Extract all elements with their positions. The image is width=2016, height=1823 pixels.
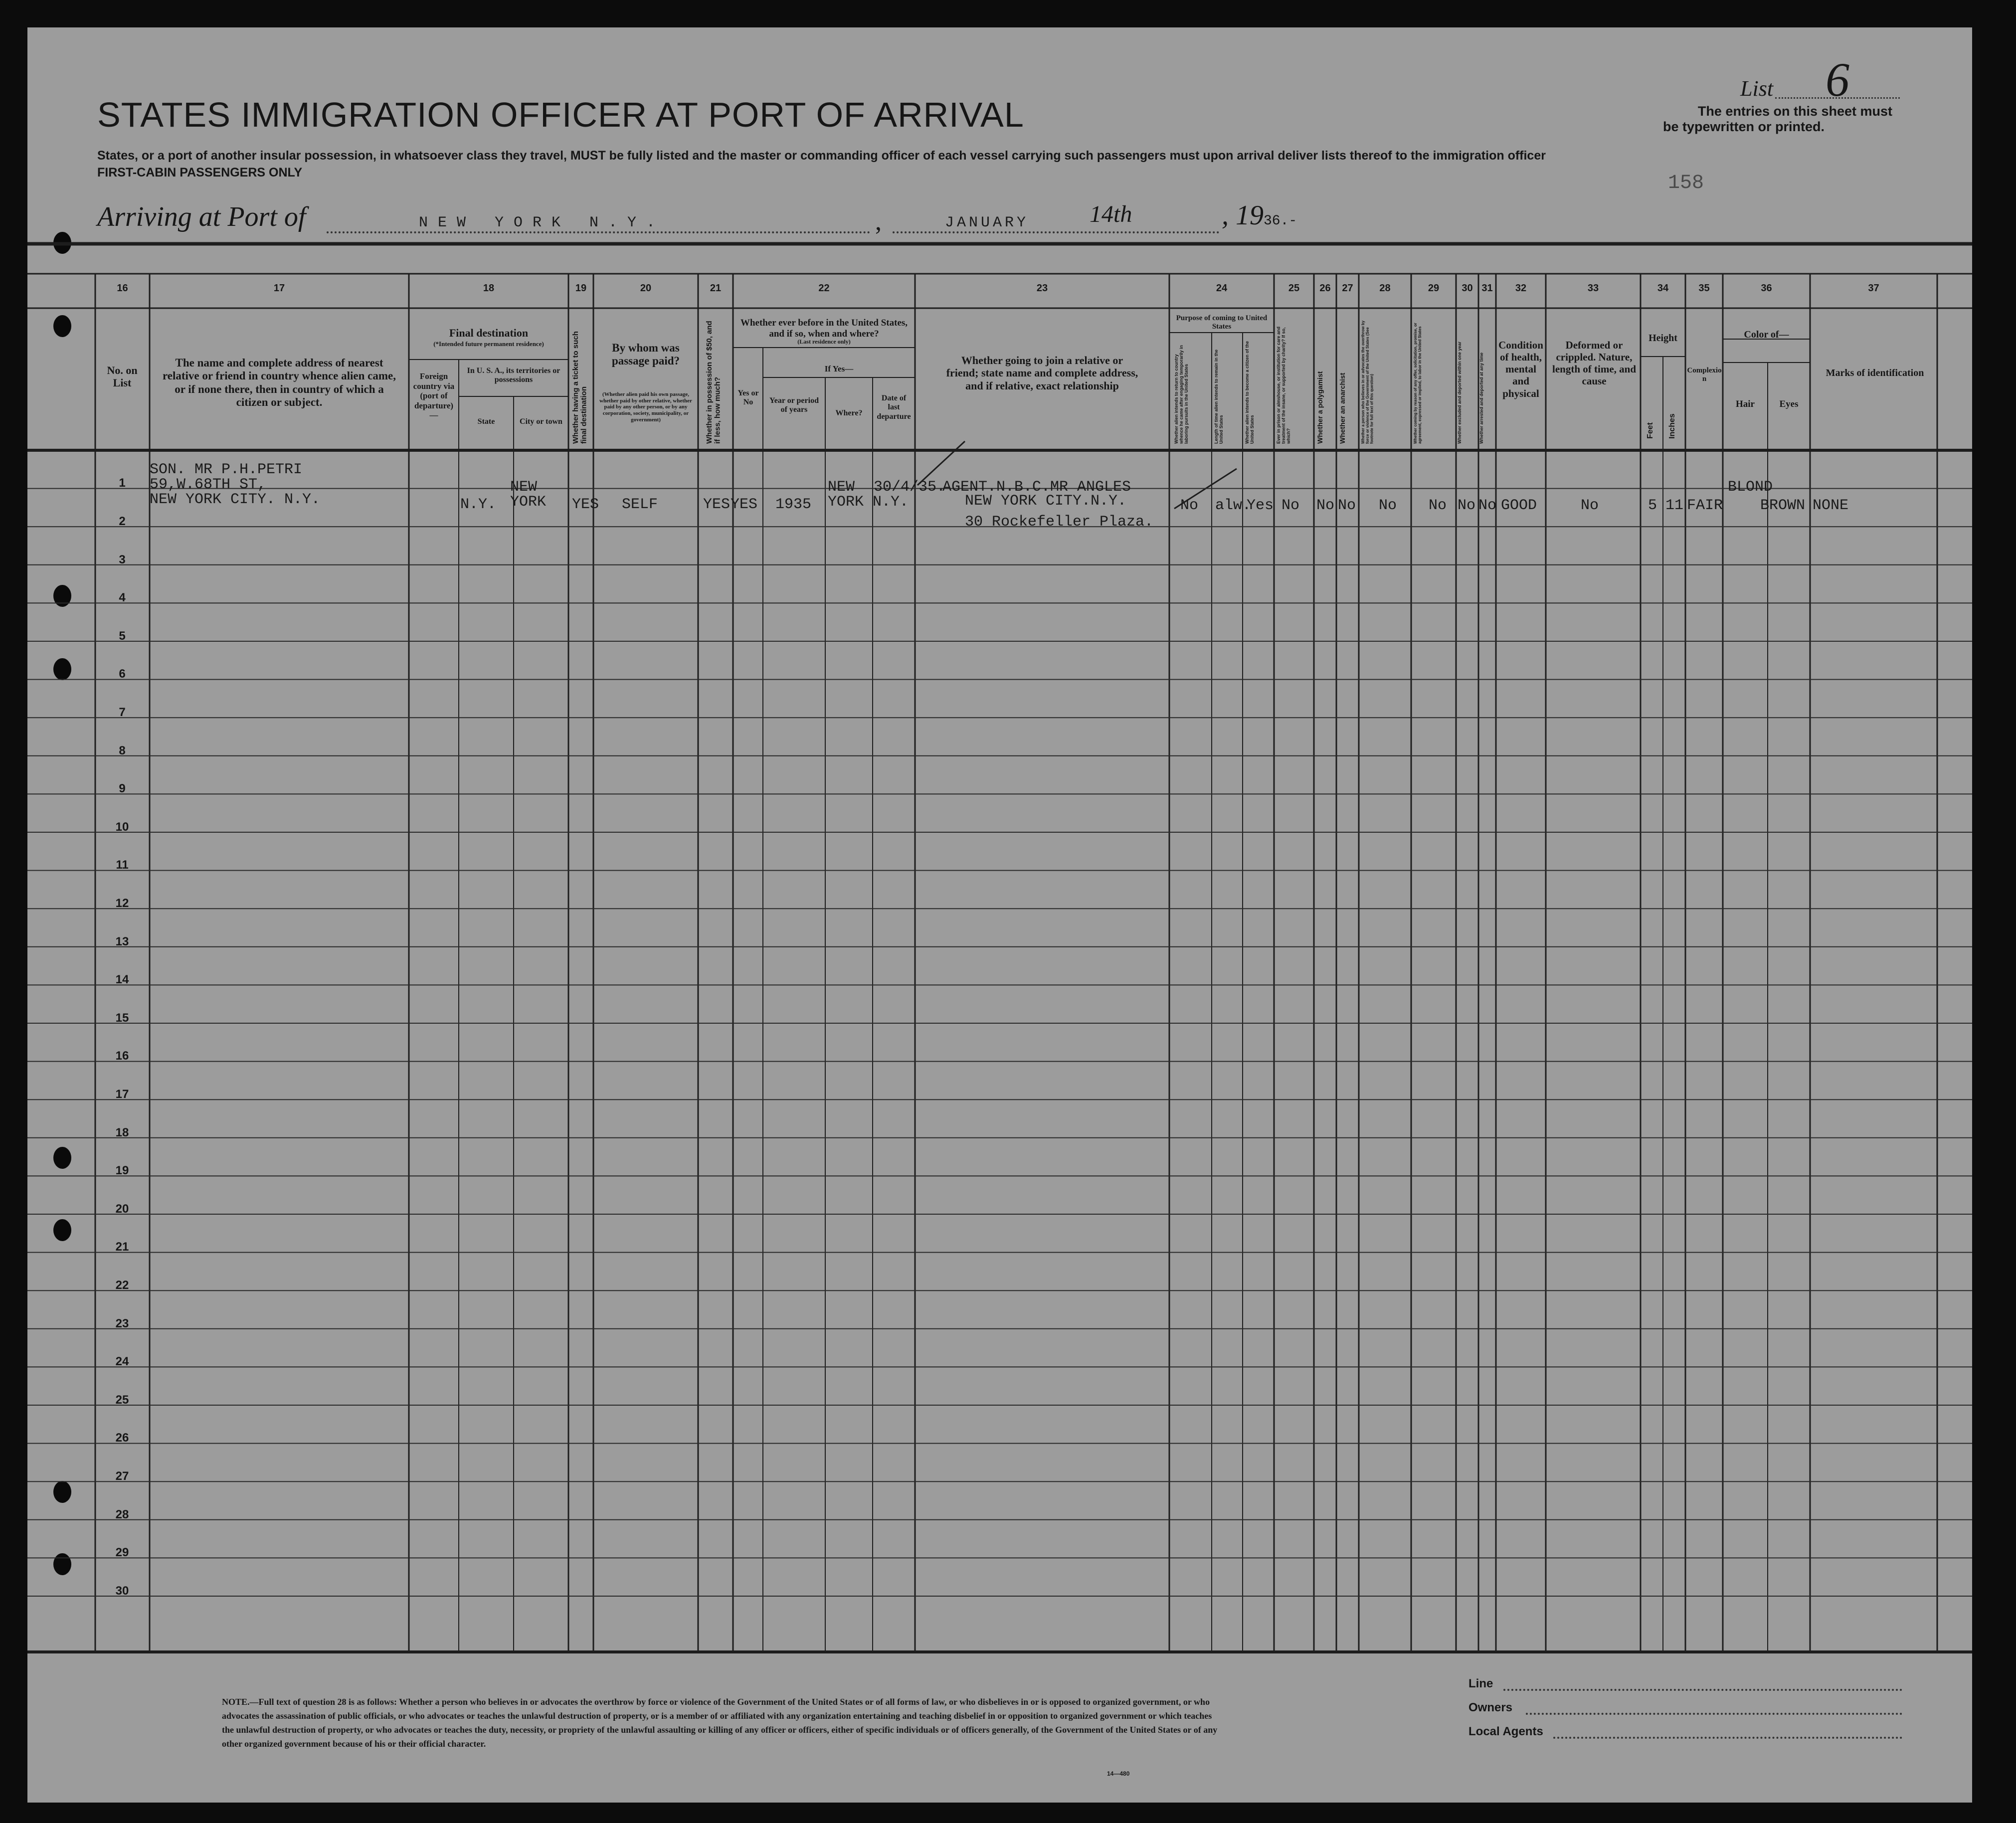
header-money: Whether in possession of $50, and if less, how much? — [705, 321, 722, 444]
before-year-value: 1935 — [775, 496, 812, 513]
agents-field — [1553, 1732, 1902, 1739]
column-number-27: 27 — [1342, 283, 1353, 294]
header-purpose: Purpose of coming to United States — [1176, 314, 1268, 331]
comma: , — [875, 207, 882, 236]
paid-by-value: SELF — [622, 496, 658, 513]
header-state: State — [477, 417, 495, 426]
column-number-21: 21 — [710, 283, 722, 294]
excluded-value: No — [1458, 497, 1476, 514]
column-number-37: 37 — [1868, 283, 1879, 294]
row-number: 29 — [115, 1546, 129, 1560]
deformed-value: No — [1581, 497, 1599, 514]
header-hair: Hair — [1736, 399, 1755, 409]
column-number-17: 17 — [273, 283, 285, 294]
year-prefix: 19 — [1236, 200, 1264, 231]
header-return-intent: Whether alien intends to return to country whence he came after engaging temporarily in laboring pursuits in the United States — [1174, 345, 1189, 444]
header-height: Height — [1649, 333, 1677, 344]
row-number: 12 — [115, 896, 129, 910]
list-label: List — [1740, 76, 1774, 101]
day-value: 14th — [1090, 201, 1132, 227]
column-number-34: 34 — [1657, 283, 1669, 294]
column-number-24: 24 — [1216, 283, 1228, 294]
column-number-18: 18 — [483, 283, 495, 294]
row-number: 1 — [119, 476, 126, 490]
before-yes-value: YES — [731, 496, 758, 513]
before-where-line2: YORK N.Y. — [828, 494, 909, 511]
header-ticket: Whether having a ticket to such final destination — [571, 331, 588, 444]
polygamist-value: No — [1316, 497, 1335, 514]
column-number-33: 33 — [1587, 283, 1599, 294]
anarchist-value: No — [1338, 497, 1356, 514]
header-joining: Whether going to join a relative or friend; state name and complete address, and if relative, exact relationship — [946, 354, 1138, 392]
feet-value: 5 — [1648, 497, 1657, 514]
typed-notice-line2: be typewritten or printed. — [1663, 119, 1825, 134]
column-number-16: 16 — [117, 283, 128, 294]
row-number: 23 — [115, 1316, 129, 1330]
instruction-line2: FIRST-CABIN PASSENGERS ONLY — [97, 166, 303, 180]
instruction-line1: States, or a port of another insular possession, in whatsoever class they travel, MUST be fully listed and the master or commanding officer of each vessel carrying such passengers must upon arrival deliver lists thereof to the immigration officer — [97, 149, 1546, 163]
row-number: 17 — [115, 1087, 129, 1101]
row-number: 2 — [119, 514, 126, 528]
joining-line1: AGENT.N.B.C.MR ANGLES — [942, 479, 1131, 496]
row-number: 26 — [115, 1431, 129, 1445]
row-number: 25 — [115, 1393, 129, 1407]
header-polygamist: Whether a polygamist — [1316, 371, 1324, 444]
header-feet: Feet — [1646, 422, 1654, 439]
row-number: 18 — [115, 1125, 129, 1139]
joining-line2: NEW YORK CITY.N.Y. — [965, 493, 1127, 510]
row-number: 11 — [116, 858, 129, 872]
relative-line2: 59,W.68TH ST, — [150, 476, 267, 493]
header-in-usa: In U. S. A., its territories or possessions — [467, 366, 560, 384]
row-number: 9 — [119, 782, 126, 796]
header-year: Year or period of years — [769, 396, 819, 414]
row-number: 19 — [115, 1164, 129, 1178]
row-number: 13 — [115, 934, 129, 948]
header-passage-paid: By whom was passage paid? — [611, 342, 680, 367]
column-number-28: 28 — [1379, 283, 1391, 294]
row-number: 24 — [115, 1355, 129, 1369]
header-color: Color of— — [1744, 329, 1789, 340]
header-last-departure: Date of last departure — [877, 394, 911, 421]
header-eyes: Eyes — [1779, 399, 1799, 409]
before-where-line1: NEW — [828, 479, 855, 496]
header-before-in-us-sub: (Last residence only) — [797, 338, 851, 345]
row-number: 5 — [119, 629, 126, 643]
header-if-yes: If Yes— — [824, 364, 854, 373]
header-before-in-us: Whether ever before in the United States, and if so, when and where? — [740, 318, 908, 339]
column-number-25: 25 — [1288, 283, 1300, 294]
column-number-23: 23 — [1036, 283, 1048, 294]
form-number: 14—480 — [1107, 1770, 1130, 1777]
row-number: 3 — [119, 552, 126, 566]
money-value: YES — [703, 496, 731, 513]
owners-field — [1526, 1708, 1902, 1715]
column-number-20: 20 — [640, 283, 652, 294]
deported-value: No — [1478, 497, 1497, 514]
column-number-26: 26 — [1319, 283, 1331, 294]
last-departure-value: 30/4/35. — [874, 479, 946, 496]
relative-line3: NEW YORK CITY. N.Y. — [150, 491, 321, 508]
year-field: , 1936.- — [1222, 200, 1297, 231]
relative-line1: SON. MR P.H.PETRI — [150, 461, 303, 478]
header-prison: Ever in prison or almshouse, or institution for care and treatment of the insane, or supported by charity? If so, which? — [1276, 326, 1291, 444]
year-suffix: 36.- — [1264, 213, 1297, 229]
complexion-value: FAIR — [1687, 497, 1723, 514]
city-line1: NEW — [510, 479, 538, 496]
header-no-on-list: No. on List — [107, 364, 138, 389]
return-intent-value: No — [1180, 497, 1199, 514]
page-title: STATES IMMIGRATION OFFICER AT PORT OF ARRIVAL — [97, 95, 1024, 134]
city-line2: YORK — [510, 494, 547, 511]
header-city: City or town — [520, 417, 562, 426]
state-value: N.Y. — [460, 496, 497, 513]
header-excluded: Whether excluded and deported within one year — [1457, 341, 1462, 444]
row-number: 4 — [119, 591, 126, 605]
header-citizen-intent: Whether alien intends to become a citizen of the United States — [1245, 341, 1255, 444]
marks-value: NONE — [1813, 497, 1849, 514]
header-deformed: Deformed or crippled. Nature, length of time, and cause — [1552, 339, 1636, 387]
health-value: GOOD — [1501, 497, 1537, 514]
header-anarchist: Whether an anarchist — [1338, 372, 1346, 444]
eyes-value: BROWN — [1760, 497, 1806, 514]
offer-value: No — [1429, 497, 1447, 514]
header-deported: Whether arrested and deported at any time — [1479, 352, 1484, 444]
footnote: NOTE.—Full text of question 28 is as follows: Whether a person who believes in or advocates the overthrow by force or violence of the Government of the United States or of all forms of law, or who disbelieves in or is opposed to organized government, or who advocates the assassination of public officials, or who advocates or teaches the unlawful destruction of property, or is a member of or affiliated with any organization entertaining and teaching disbelief in or opposition to organized government or which teaches the unlawful destruction of property, or who advocates or teaches the duty, necessity, or propriety of the unlawful assaulting or killing of any officer or officers, either of specific individuals or of officers generally, of the Government of the United States or of any other organized government because of his or their official character. — [222, 1697, 1218, 1749]
stamp-number: 158 — [1668, 172, 1704, 194]
header-passage-paid-sub: (Whether alien paid his own passage, whether paid by other relative, whether paid by any other person, or by any corporation, society, municipality, or government) — [599, 391, 692, 423]
row-number: 15 — [115, 1011, 129, 1025]
row-number: 28 — [115, 1507, 129, 1521]
header-final-destination-sub: (*Intended future permanent residence) — [433, 340, 544, 348]
length-stay-value: alw. — [1215, 497, 1252, 514]
row-number: 16 — [115, 1049, 129, 1063]
row-number: 6 — [119, 667, 126, 681]
header-final-destination: Final destination — [449, 327, 529, 339]
joining-line3: 30 Rockefeller Plaza. — [965, 514, 1154, 531]
list-number: 6 — [1775, 62, 1900, 99]
column-number-19: 19 — [575, 283, 587, 294]
column-number-32: 32 — [1515, 283, 1527, 294]
owners-label: Owners — [1468, 1701, 1513, 1714]
header-length-stay: Length of time alien intends to remain in the United States — [1214, 349, 1224, 444]
row-number: 8 — [119, 743, 126, 757]
header-health: Condition of health, mental and physical — [1498, 339, 1543, 399]
port-value: NEW YORK N.Y. — [419, 214, 666, 231]
arriving-label: Arriving at Port of — [97, 201, 306, 232]
column-number-29: 29 — [1428, 283, 1440, 294]
month-value: JANUARY — [945, 214, 1029, 231]
column-number-35: 35 — [1698, 283, 1710, 294]
row-number: 21 — [115, 1240, 129, 1254]
row-number: 30 — [115, 1584, 129, 1598]
header-relative-address: The name and complete address of nearest relative or friend in country whence alien came, or if none there, then in country of which a citizen or subject. — [162, 357, 396, 409]
typed-notice-line1: The entries on this sheet must — [1697, 104, 1892, 119]
row-number: 14 — [115, 973, 129, 987]
manifest-sheet — [27, 27, 1972, 1803]
citizen-intent-value: Yes — [1247, 497, 1274, 514]
header-overthrow: Whether a person who believes in or advocates the overthrow by force or violence of the Government of the United States (See footnote for full text of this question) — [1361, 320, 1374, 444]
agents-label: Local Agents — [1468, 1725, 1543, 1738]
header-foreign-country: Foreign country via (port of departure)— — [413, 371, 455, 420]
row-number: 10 — [115, 820, 129, 834]
row-number: 22 — [115, 1278, 129, 1292]
row-number: 20 — [115, 1202, 129, 1216]
header-inches: Inches — [1668, 413, 1676, 439]
line-label: Line — [1468, 1677, 1493, 1690]
header-complexion: Complexion — [1687, 366, 1722, 383]
overthrow-value: No — [1379, 497, 1397, 514]
row-number: 27 — [115, 1469, 129, 1483]
column-number-36: 36 — [1761, 283, 1772, 294]
header-where: Where? — [835, 409, 863, 417]
column-number-30: 30 — [1462, 283, 1473, 294]
hair-value: BLOND — [1728, 479, 1773, 496]
prison-value: No — [1282, 497, 1300, 514]
header-marks: Marks of identification — [1826, 367, 1924, 378]
row-number: 7 — [119, 705, 126, 719]
header-offer: Whether coming by reason of any offer, solicitation, promise, or agreement, expressed or implied, to labor in the United States — [1413, 323, 1422, 444]
column-number-22: 22 — [818, 283, 830, 294]
column-number-31: 31 — [1481, 283, 1493, 294]
line-field — [1503, 1684, 1902, 1691]
header-yes-or-no: Yes or No — [737, 389, 759, 407]
ticket-value: YES — [572, 496, 599, 513]
inches-value: 11 — [1665, 497, 1684, 514]
